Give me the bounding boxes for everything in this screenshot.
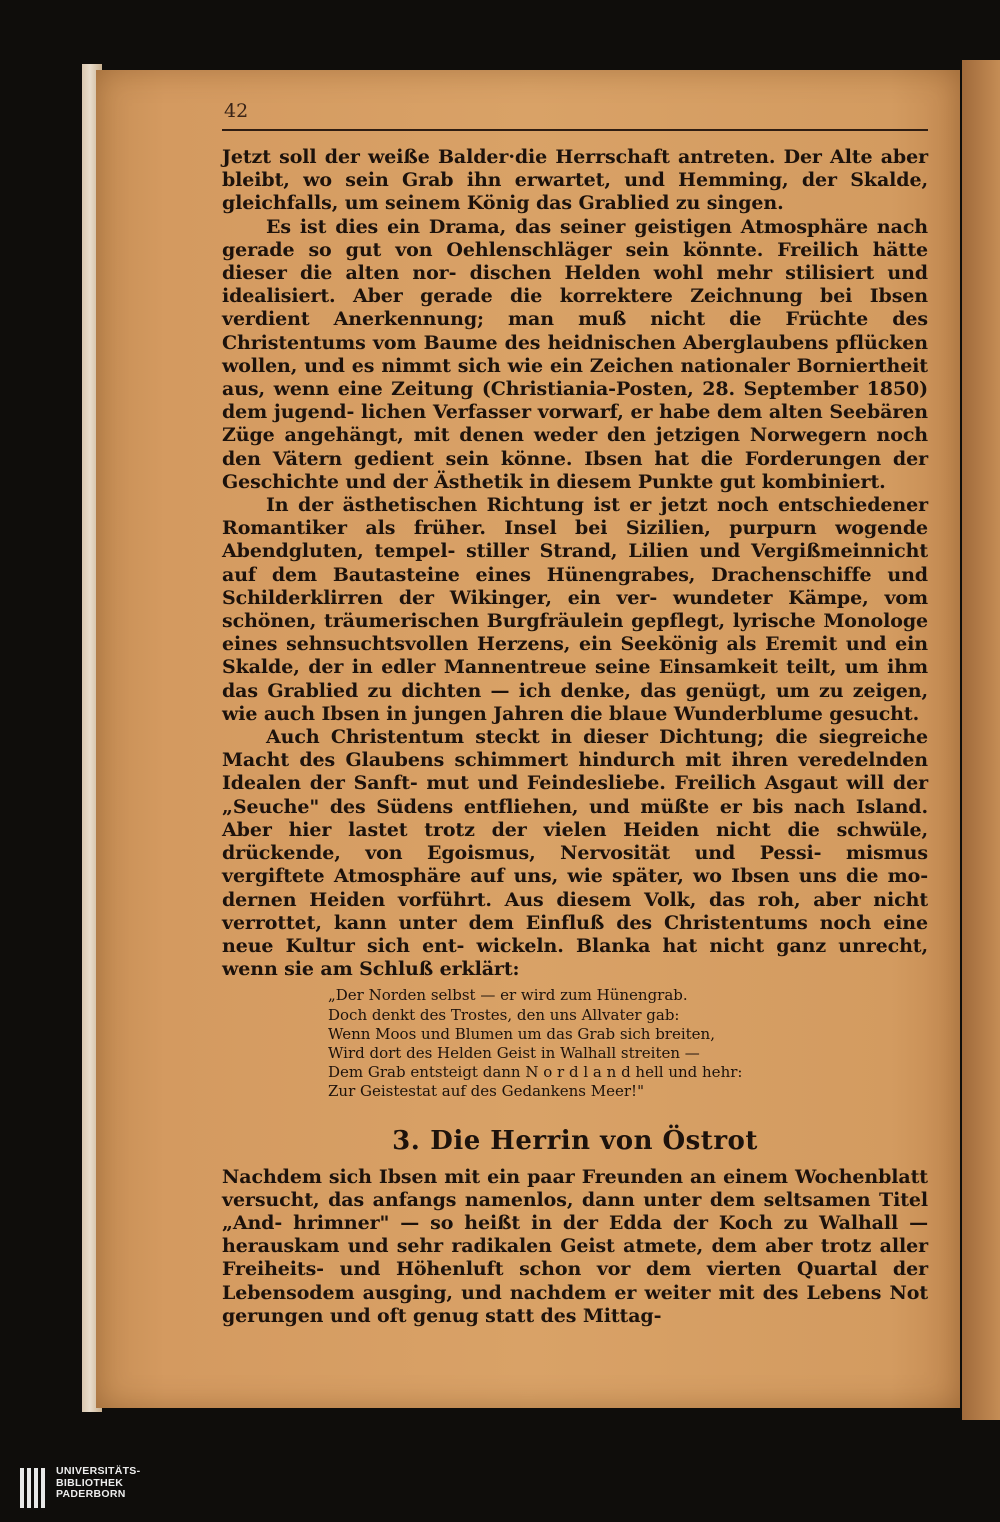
library-logo-icon (20, 1468, 50, 1508)
paragraph: Jetzt soll der weiße Balder·die Herrschaft antreten. Der Alte aber bleibt, wo sein Grab ihn erwartet, und Hemming, der Skalde, gleichfalls, um seinem König das Grablied zu singen. (222, 146, 928, 215)
poem-quote (328, 986, 928, 1101)
library-logo-text (56, 1466, 140, 1501)
paragraph: Es ist dies ein Drama, das seiner geistigen Atmosphäre nach gerade so gut von Oehlenschläger sein könnte. Freilich hätte dieser die alten nor- dischen Helden wohl mehr stilisiert und idealisiert. Aber gerade die korrektere Zeichnung bei Ibsen verdient Anerkennung; man muß nicht die Früchte des Christentums vom Baume des heidnischen Aberglaubens pflücken wollen, und es nimmt sich wie ein Zeichen nationaler Borniertheit aus, wenn eine Zeitung (Christiania-Posten, 28. September 1850) dem jugend- lichen Verfasser vorwarf, er habe dem alten Seebären Züge angehängt, mit denen weder den jetzigen Norwegern noch den Vätern gedient sein könne. Ibsen hat die Forderungen der Geschichte und der Ästhetik in diesem Punkte gut kombiniert. (222, 215, 928, 493)
section-number: 3. (392, 1125, 421, 1156)
adjacent-page-edge (962, 60, 1000, 1420)
paragraph: Auch Christentum steckt in dieser Dichtung; die siegreiche Macht des Glaubens schimmert hindurch mit ihren veredelnden Idealen der Sanft- mut und Feindesliebe. Freilich Asgaut will der „Seuche" des Südens entfliehen, und müßte er bis nach Island. Aber hier lastet trotz der vielen Heiden nicht die schwüle, drückende, von Egoismus, Nervosität und Pessi- mismus vergiftete Atmosphäre auf uns, wie später, wo Ibsen uns die mo- dernen Heiden vorführt. Aus diesem Volk, das roh, aber nicht verrottet, kann unter dem Einfluß des Christentums noch eine neue Kultur sich ent- wickeln. Blanka hat nicht ganz unrecht, wenn sie am Schluß erklärt: (222, 726, 928, 981)
logo-line: PADERBORN (56, 1488, 126, 1501)
poem-line: Doch denkt des Trostes, den uns Allvater gab: (328, 1005, 680, 1024)
section-title: Die Herrin von Östrot (430, 1125, 758, 1156)
poem-line: Wird dort des Helden Geist in Walhall streiten — (328, 1043, 700, 1062)
page-text (222, 146, 928, 1328)
poem-line: Zur Geistestat auf des Gedankens Meer!" (328, 1082, 644, 1101)
section-heading (222, 1126, 928, 1156)
poem-line: „Der Norden selbst — er wird zum Hünengrab. (328, 986, 688, 1005)
library-logo (20, 1464, 220, 1512)
page-number: 42 (224, 100, 249, 122)
logo-line: UNIVERSITÄTS- (56, 1465, 141, 1477)
poem-line: Wenn Moos und Blumen um das Grab sich breiten, (328, 1024, 715, 1043)
poem-line: Dem Grab entsteigt dann N o r d l a n d hell und hehr: (328, 1063, 743, 1082)
header-rule (222, 129, 928, 131)
paragraph: Nachdem sich Ibsen mit ein paar Freunden an einem Wochenblatt versucht, das anfangs namenlos, dann unter dem seltsamen Titel „And- hrimner" — so heißt in der Edda der Koch zu Walhall — herauskam und sehr radikalen Geist atmete, dem aber trotz aller Freiheits- und Höhenluft schon vor dem vierten Quartal der Lebensodem ausging, und nachdem er weiter mit des Lebens Not gerungen und oft genug statt des Mittag- (222, 1165, 928, 1327)
paragraph: In der ästhetischen Richtung ist er jetzt noch entschiedener Romantiker als früher. Insel bei Sizilien, purpurn wogende Abendgluten, tempel- stiller Strand, Lilien und Vergißmeinnicht auf dem Bautasteine eines Hünengrabes, Drachenschiffe und Schilderklirren der Wikinger, ein ver- wundeter Kämpe, vom schönen, träumerischen Burgfräulein gepflegt, lyrische Monologe eines sehnsuchtsvollen Herzens, ein Seekönig als Eremit und ein Skalde, der in edler Mannentreue seine Einsamkeit teilt, um ihm das Grablied zu dichten — ich denke, das genügt, um zu zeigen, wie auch Ibsen in jungen Jahren die blaue Wunderblume gesucht. (222, 494, 928, 725)
logo-line: BIBLIOTHEK (56, 1476, 124, 1489)
